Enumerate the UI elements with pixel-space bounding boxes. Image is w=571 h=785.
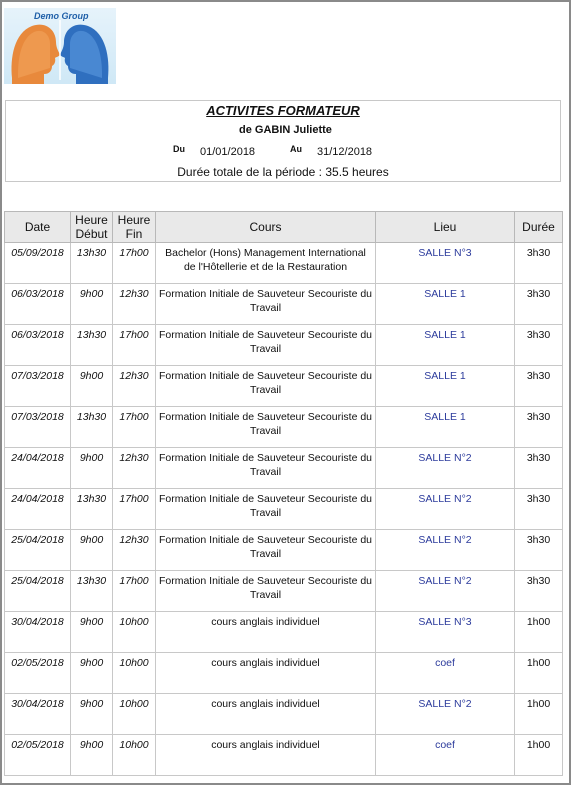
header-start: Heure Début	[71, 212, 113, 243]
table-row	[5, 448, 563, 489]
company-logo	[4, 8, 116, 84]
cell-room: SALLE N°2	[376, 571, 515, 612]
cell-duration: 1h00	[515, 653, 563, 694]
cell-start-time: 13h30	[71, 571, 113, 612]
cell-room: coef	[376, 653, 515, 694]
cell-room: coef	[376, 735, 515, 776]
table-row	[5, 366, 563, 407]
cell-date: 02/05/2018	[5, 653, 71, 694]
to-date: 31/12/2018	[317, 146, 373, 158]
table-row	[5, 735, 563, 776]
logo-text: Demo Group	[34, 11, 89, 21]
header-room: Lieu	[376, 212, 515, 243]
cell-course: Formation Initiale de Sauveteur Secouriste du Travail	[156, 530, 376, 571]
table-row	[5, 489, 563, 530]
from-date: 01/01/2018	[200, 146, 256, 158]
cell-duration: 3h30	[515, 448, 563, 489]
cell-room: SALLE N°2	[376, 448, 515, 489]
table-row	[5, 325, 563, 366]
cell-course: Formation Initiale de Sauveteur Secouriste du Travail	[156, 571, 376, 612]
cell-course: Formation Initiale de Sauveteur Secouriste du Travail	[156, 407, 376, 448]
cell-date: 06/03/2018	[5, 325, 71, 366]
cell-duration: 1h00	[515, 612, 563, 653]
header-date: Date	[5, 212, 71, 243]
cell-duration: 3h30	[515, 325, 563, 366]
cell-end-time: 12h30	[113, 448, 156, 489]
table-row	[5, 653, 563, 694]
cell-duration: 3h30	[515, 530, 563, 571]
cell-course: cours anglais individuel	[156, 735, 376, 776]
cell-room: SALLE 1	[376, 284, 515, 325]
cell-duration: 3h30	[515, 284, 563, 325]
cell-end-time: 17h00	[113, 325, 156, 366]
cell-start-time: 9h00	[71, 448, 113, 489]
cell-course: Formation Initiale de Sauveteur Secouriste du Travail	[156, 489, 376, 530]
to-label: Au	[290, 144, 302, 154]
cell-room: SALLE N°2	[376, 694, 515, 735]
cell-start-time: 9h00	[71, 284, 113, 325]
cell-end-time: 10h00	[113, 653, 156, 694]
cell-duration: 3h30	[515, 571, 563, 612]
cell-end-time: 10h00	[113, 735, 156, 776]
cell-date: 24/04/2018	[5, 489, 71, 530]
cell-duration: 3h30	[515, 407, 563, 448]
cell-duration: 3h30	[515, 366, 563, 407]
table-row	[5, 571, 563, 612]
cell-date: 25/04/2018	[5, 571, 71, 612]
table-row	[5, 284, 563, 325]
cell-course: Formation Initiale de Sauveteur Secouriste du Travail	[156, 448, 376, 489]
cell-date: 06/03/2018	[5, 284, 71, 325]
cell-course: Bachelor (Hons) Management International de l'Hôtellerie et de la Restauration	[156, 243, 376, 284]
cell-course: cours anglais individuel	[156, 653, 376, 694]
cell-end-time: 12h30	[113, 284, 156, 325]
table-row	[5, 407, 563, 448]
report-title: ACTIVITES FORMATEUR	[206, 103, 360, 118]
cell-start-time: 9h00	[71, 735, 113, 776]
cell-room: SALLE N°2	[376, 489, 515, 530]
table-row	[5, 694, 563, 735]
cell-start-time: 9h00	[71, 530, 113, 571]
cell-end-time: 17h00	[113, 489, 156, 530]
cell-end-time: 10h00	[113, 612, 156, 653]
cell-duration: 3h30	[515, 489, 563, 530]
table-row	[5, 530, 563, 571]
cell-room: SALLE N°3	[376, 243, 515, 284]
cell-course: cours anglais individuel	[156, 694, 376, 735]
cell-duration: 1h00	[515, 694, 563, 735]
cell-start-time: 13h30	[71, 489, 113, 530]
cell-course: Formation Initiale de Sauveteur Secouriste du Travail	[156, 284, 376, 325]
cell-course: Formation Initiale de Sauveteur Secouriste du Travail	[156, 325, 376, 366]
cell-duration: 1h00	[515, 735, 563, 776]
cell-start-time: 13h30	[71, 325, 113, 366]
cell-start-time: 9h00	[71, 366, 113, 407]
cell-room: SALLE 1	[376, 407, 515, 448]
cell-start-time: 9h00	[71, 694, 113, 735]
cell-date: 30/04/2018	[5, 612, 71, 653]
cell-date: 30/04/2018	[5, 694, 71, 735]
from-label: Du	[173, 144, 185, 154]
cell-end-time: 17h00	[113, 407, 156, 448]
cell-start-time: 13h30	[71, 407, 113, 448]
table-row	[5, 243, 563, 284]
cell-date: 07/03/2018	[5, 366, 71, 407]
table-header-row	[5, 212, 563, 243]
cell-end-time: 12h30	[113, 366, 156, 407]
trainer-name: de GABIN Juliette	[239, 124, 332, 136]
cell-course: cours anglais individuel	[156, 612, 376, 653]
cell-room: SALLE N°3	[376, 612, 515, 653]
cell-end-time: 17h00	[113, 243, 156, 284]
cell-end-time: 10h00	[113, 694, 156, 735]
cell-end-time: 17h00	[113, 571, 156, 612]
cell-start-time: 9h00	[71, 653, 113, 694]
cell-date: 07/03/2018	[5, 407, 71, 448]
cell-room: SALLE 1	[376, 325, 515, 366]
cell-room: SALLE N°2	[376, 530, 515, 571]
cell-duration: 3h30	[515, 243, 563, 284]
cell-date: 05/09/2018	[5, 243, 71, 284]
table-row	[5, 612, 563, 653]
cell-start-time: 9h00	[71, 612, 113, 653]
report-header	[5, 100, 561, 182]
cell-end-time: 12h30	[113, 530, 156, 571]
cell-start-time: 13h30	[71, 243, 113, 284]
cell-date: 25/04/2018	[5, 530, 71, 571]
cell-course: Formation Initiale de Sauveteur Secouriste du Travail	[156, 366, 376, 407]
cell-date: 24/04/2018	[5, 448, 71, 489]
header-end: Heure Fin	[113, 212, 156, 243]
cell-date: 02/05/2018	[5, 735, 71, 776]
header-duration: Durée	[515, 212, 563, 243]
cell-room: SALLE 1	[376, 366, 515, 407]
activities-table	[4, 211, 563, 776]
total-duration: Durée totale de la période : 35.5 heures	[177, 165, 389, 179]
header-course: Cours	[156, 212, 376, 243]
